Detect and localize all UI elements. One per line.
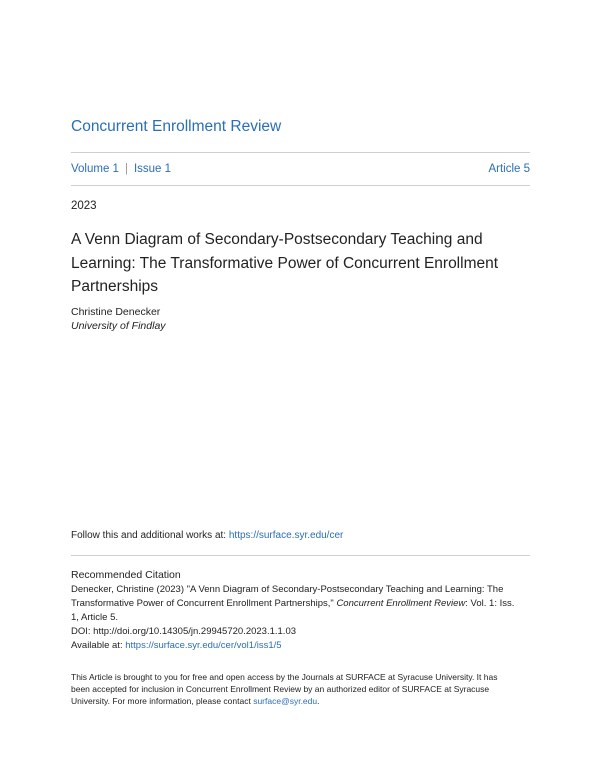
article-title xyxy=(71,228,511,299)
notice-text: . xyxy=(317,696,320,706)
notice-line xyxy=(71,695,541,707)
title-line: A Venn Diagram of Secondary-Postsecondary Teaching and xyxy=(71,231,483,248)
citation-block xyxy=(71,583,531,653)
volume-link[interactable]: Volume 1 xyxy=(71,163,119,175)
notice-line: been accepted for inclusion in Concurrent Enrollment Review by an authorized editor of SURFACE at Syracuse xyxy=(71,684,490,694)
follow-works-line xyxy=(71,530,343,541)
journal-title-link[interactable]: Concurrent Enrollment Review xyxy=(71,118,282,135)
issue-link[interactable]: Issue 1 xyxy=(133,163,172,175)
separator: | xyxy=(124,163,128,175)
citation-line: 1, Article 5. xyxy=(71,612,118,623)
divider xyxy=(71,185,530,186)
follow-text: Follow this and additional works at: xyxy=(71,530,229,541)
access-notice xyxy=(71,671,541,707)
publication-year: 2023 xyxy=(71,200,97,212)
author-name: Christine Denecker xyxy=(71,306,161,318)
citation-journal: Concurrent Enrollment Review xyxy=(336,598,466,609)
divider xyxy=(71,152,530,153)
contact-email-link[interactable]: surface@syr.edu xyxy=(253,696,318,706)
citation-text: : Vol. 1: Iss. xyxy=(465,598,515,609)
available-label: Available at: xyxy=(71,640,126,651)
citation-line xyxy=(71,597,531,611)
volume-issue-row xyxy=(71,163,530,175)
available-at-line xyxy=(71,639,531,653)
doi-line: DOI: http://doi.org/10.14305/jn.29945720.2023.1.1.03 xyxy=(71,626,297,637)
title-line: Learning: The Transformative Power of Concurrent Enrollment xyxy=(71,254,499,272)
citation-line: Denecker, Christine (2023) "A Venn Diagram of Secondary-Postsecondary Teaching and Learning: The xyxy=(71,584,504,595)
notice-line: This Article is brought to you for free and open access by the Journals at SURFACE at Syracuse University. It has xyxy=(71,672,498,682)
collection-link[interactable]: https://surface.syr.edu/cer xyxy=(228,530,344,541)
notice-text: University. For more information, please contact xyxy=(71,696,254,706)
author-affiliation: University of Findlay xyxy=(71,320,166,332)
title-line: Partnerships xyxy=(71,278,159,295)
citation-text: Transformative Power of Concurrent Enrollment Partnerships," xyxy=(71,598,337,609)
recommended-citation-heading: Recommended Citation xyxy=(71,569,181,581)
article-number-link[interactable]: Article 5 xyxy=(488,163,530,175)
article-url-link[interactable]: https://surface.syr.edu/cer/vol1/iss1/5 xyxy=(125,640,282,651)
divider xyxy=(71,555,530,556)
